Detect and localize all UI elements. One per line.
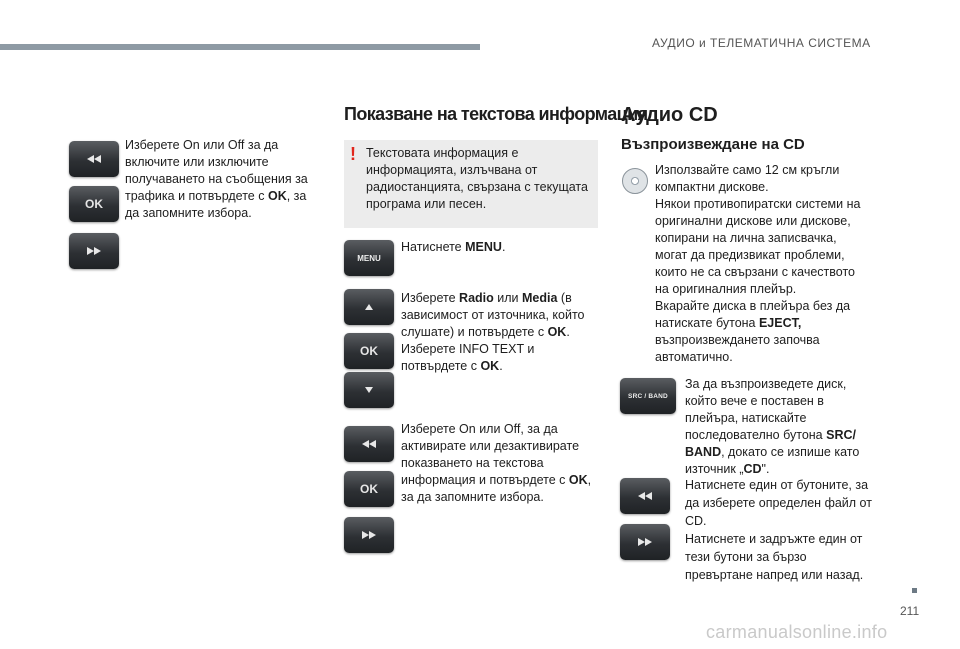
ok-button[interactable]: [344, 333, 394, 369]
src-band-label: SRC / BAND: [628, 392, 668, 400]
previous-track-button[interactable]: [620, 478, 670, 514]
fast-forward-button[interactable]: [69, 233, 119, 269]
src-band-button[interactable]: [620, 378, 676, 414]
step-toggle-text-info: Изберете On или Off, за да активирате или дезактивирате показването на текстова информация и потвърдете с OK, за да запомните избора.: [401, 422, 592, 504]
fast-forward-button[interactable]: [344, 517, 394, 553]
text-info-title: Показване на текстова информация: [344, 104, 648, 124]
page-number: 211: [900, 604, 920, 618]
menu-label: MENU: [357, 253, 381, 263]
ok-label: OK: [360, 482, 378, 496]
watermark: carmanualsonline.info: [706, 622, 888, 642]
rewind-icon: [362, 440, 376, 448]
audio-cd-title: Аудио CD: [621, 104, 718, 126]
page-marker: [912, 588, 917, 593]
warning-icon: !: [350, 144, 356, 164]
down-arrow-icon: [365, 387, 373, 393]
section-title: АУДИО и ТЕЛЕМАТИЧНА СИСТЕМА: [652, 36, 871, 50]
next-track-button[interactable]: [620, 524, 670, 560]
note-text: Текстовата информация е информацията, излъчвана от радиостанцията, свързана с текущата програма или песен.: [366, 146, 588, 211]
rewind-button[interactable]: [344, 426, 394, 462]
rewind-icon: [87, 155, 101, 163]
cd-usage-text: Използвайте само 12 см кръгли компактни дискове. Някои противопиратски системи на оригинални дискове или дискове, копирани на лична записвачка, могат да предизвикат проблеми, които не са свързани с качеството на оригиналния плейър. Вкарайте диска в плейъра без да натискате бутона EJECT, възпроизвеждането започва автоматично.: [655, 163, 861, 364]
fast-forward-icon: [87, 247, 101, 255]
fast-forward-icon: [638, 538, 652, 546]
up-button[interactable]: [344, 289, 394, 325]
cd-disc-icon: [622, 168, 648, 194]
menu-button[interactable]: [344, 240, 394, 276]
fast-forward-icon: [362, 531, 376, 539]
rewind-icon: [638, 492, 652, 500]
ok-button[interactable]: [69, 186, 119, 222]
ok-button[interactable]: [344, 471, 394, 507]
track-select-text: Натиснете един от бутоните, за да изберете определен файл от CD. Натиснете и задръжте един от тези бутони за бързо превъртане напред или назад.: [685, 478, 872, 582]
step-press-menu: Натиснете MENU.: [401, 240, 506, 254]
ok-label: OK: [85, 197, 103, 211]
down-button[interactable]: [344, 372, 394, 408]
rewind-button[interactable]: [69, 141, 119, 177]
step-select-source: Изберете Radio или Media (в зависимост от източника, който слушате) и потвърдете с OK. Изберете INFO TEXT и потвърдете с OK.: [401, 291, 585, 373]
ok-label: OK: [360, 344, 378, 358]
up-arrow-icon: [365, 304, 373, 310]
top-accent-bar: [0, 44, 480, 50]
src-band-text: За да възпроизведете диск, който вече е поставен в плейъра, натискайте последователно бутона SRC/ BAND, докато се изпише като източник „CD".: [685, 377, 860, 476]
traffic-instruction: Изберете On или Off за да включите или изключите получаването на съобщения за трафика и потвърдете с OK, за да запомните избора.: [125, 138, 308, 220]
cd-playback-subtitle: Възпроизвеждане на CD: [621, 136, 805, 153]
